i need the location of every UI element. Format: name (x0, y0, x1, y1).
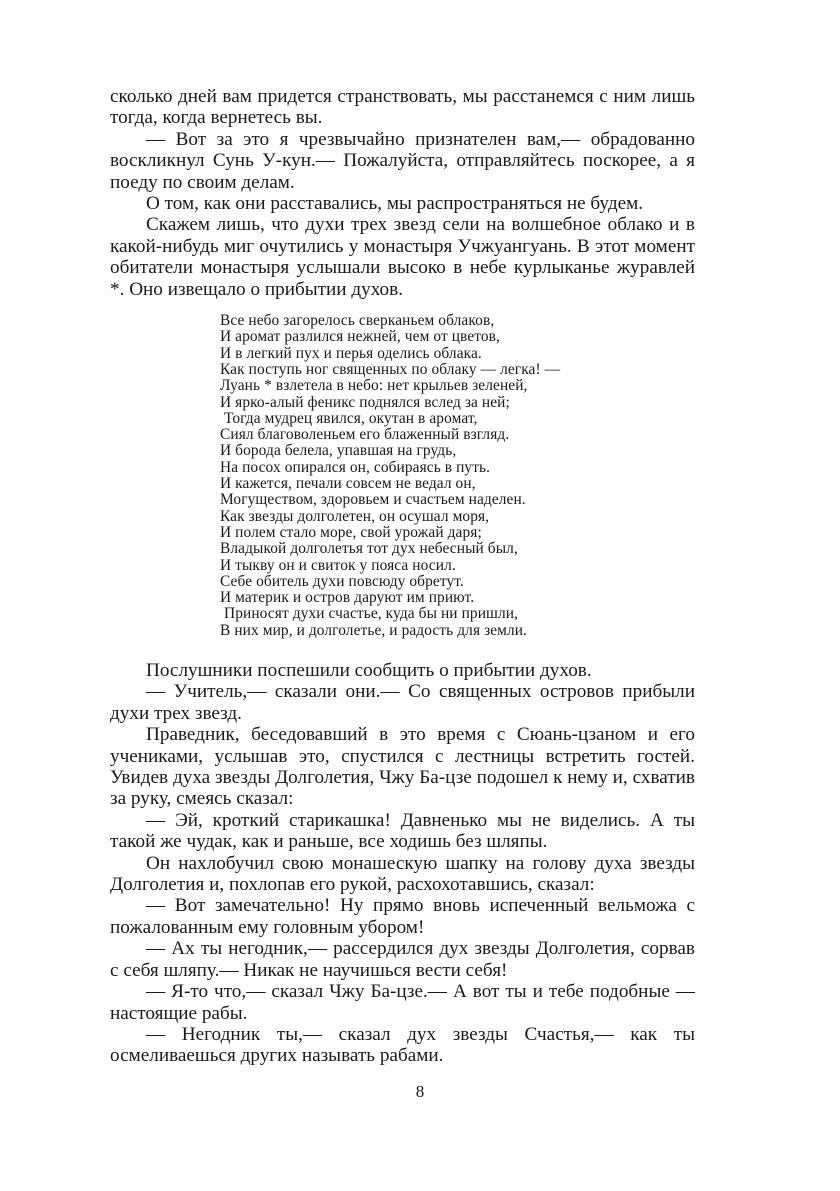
paragraph: сколько дней вам придется странствовать, мы расстанемся с ним лишь тогда, когда вернетесь вы. (110, 86, 695, 129)
poem-line: Могуществом, здоровьем и счастьем наделен. (220, 491, 526, 509)
paragraph: — Я-то что,— сказал Чжу Ба-цзе.— А вот ты и тебе подобные — настоящие рабы. (110, 981, 695, 1024)
poem-line: Тогда мудрец явился, окутан в аромат, (224, 409, 478, 427)
poem-line: Владыкой долголетья тот дух небесный был, (220, 540, 518, 558)
poem-line: Как поступь ног священных по облаку — легка! — (220, 360, 561, 378)
poem-line: И борода белела, упавшая на грудь, (220, 442, 457, 460)
paragraph: — Ах ты негодник,— рассердился дух звезды Долголетия, сорвав с себя шляпу.— Никак не научишься вести себя! (110, 938, 695, 981)
poem-line: На посох опирался он, собираясь в путь. (220, 458, 491, 476)
poem-line: Сиял благоволеньем его блаженный взгляд. (220, 426, 510, 444)
paragraph: — Вот за это я чрезвычайно признателен вам,— обрадованно воскликнул Сунь У-кун.— Пожалуйста, отправляйтесь поскорее, а я поеду по своим делам. (110, 128, 695, 193)
paragraph: Послушники поспешили сообщить о прибытии духов. (146, 660, 592, 681)
paragraph: — Учитель,— сказали они.— Со священных островов прибыли духи трех звезд. (110, 681, 695, 724)
poem-line: Как звезды долголетен, он осушал моря, (220, 507, 490, 525)
paragraph: Праведник, беседовавший в это время с Сюань-цзаном и его учениками, услышав это, спустился с лестницы встретить гостей. Увидев духа звезды Долголетия, Чжу Ба-цзе подошел к нему и, схватив за руку, смеясь сказал: (110, 724, 695, 810)
poem-line: И материк и остров даруют им приют. (220, 589, 475, 607)
paragraph: — Негодник ты,— сказал дух звезды Счастья,— как ты осмеливаешься других называть рабами. (110, 1023, 695, 1067)
paragraph: О том, как они расставались, мы распространяться не будем. (146, 193, 644, 215)
poem-line: Все небо загорелось сверканьем облаков, (220, 312, 495, 330)
poem-line: В них мир, и долголетье, и радость для земли. (220, 621, 528, 639)
text-column (110, 86, 695, 1067)
poem (220, 313, 695, 639)
poem-line: И тыкву он и свиток у пояса носил. (220, 556, 456, 574)
poem-line: И полем стало море, свой урожай даря; (220, 523, 482, 541)
poem-line: И ярко-алый феникс поднялся вслед за ней; (220, 393, 510, 411)
paragraph: — Вот замечательно! Ну прямо вновь испеченный вельможа с пожалованным ему головным убором! (110, 895, 695, 938)
poem-line: Себе обитель духи повсюду обретут. (220, 572, 464, 590)
poem-line: Приносят духи счастье, куда бы ни пришли, (224, 605, 519, 623)
paragraph: Скажем лишь, что духи трех звезд сели на волшебное облако и в какой-нибудь миг очутились у монастыря Учжуангуань. В этот момент обитатели монастыря услышали высоко в небе курлыканье журавлей *. Оно извещало о прибытии духов. (110, 214, 695, 300)
poem-line: И в легкий пух и перья оделись облака. (220, 344, 482, 362)
poem-line: И аромат разлился нежней, чем от цветов, (220, 328, 500, 346)
page-number: 8 (415, 1082, 425, 1101)
paragraph: Он нахлобучил свою монашескую шапку на голову духа звезды Долголетия и, похлопав его рукой, расхохотавшись, сказал: (110, 852, 695, 896)
paragraph: — Эй, кроткий старикашка! Давненько мы не виделись. А ты такой же чудак, как и раньше, все ходишь без шляпы. (110, 809, 695, 853)
prose-block-bottom (110, 660, 695, 1067)
poem-line: Луань * взлетела в небо: нет крыльев зеленей, (220, 377, 528, 395)
prose-block-top (110, 86, 695, 300)
poem-line: И кажется, печали совсем не ведал он, (220, 475, 476, 493)
